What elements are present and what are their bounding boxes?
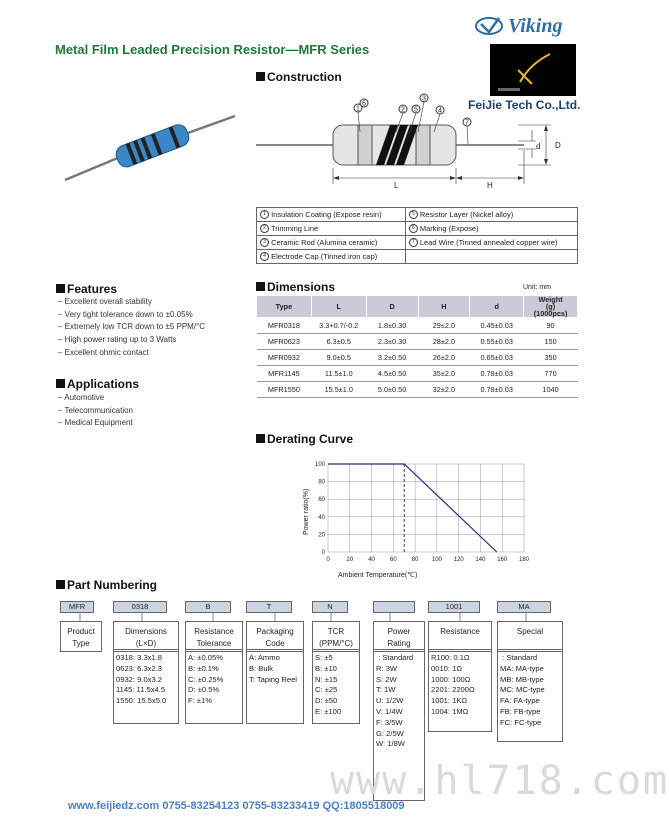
- page-title: Metal Film Leaded Precision Resistor—MFR Series: [55, 42, 370, 57]
- x-tick-label: 100: [431, 557, 442, 563]
- dimensions-cell: 5.0±0.50: [366, 382, 418, 398]
- feature-item: – High power rating up to 3 Watts: [58, 335, 177, 345]
- section-dimensions: Dimensions: [256, 280, 335, 294]
- part-field-header: Product Type: [60, 621, 102, 652]
- feijie-logo-image: [490, 44, 576, 96]
- part-field-options: 0318: 3.3x1.8 0623: 6.3x2.3 0932: 9.0x3.2 1145: 11.5x4.5 1550: 15.5x5.0: [113, 649, 179, 724]
- x-tick-label: 120: [453, 557, 464, 563]
- callout-number: 1: [260, 210, 269, 219]
- construction-cell: [405, 250, 577, 264]
- y-tick-label: 0: [321, 550, 325, 556]
- dimensions-cell: 28±2.0: [418, 334, 470, 350]
- dimensions-cell: 0.65±0.03: [470, 350, 524, 366]
- feature-item: – Excellent ohmic contact: [58, 347, 149, 357]
- part-field-options: A: Ammo B: Bulk T: Taping Reel: [246, 649, 304, 724]
- part-code-box: 1001: [428, 601, 480, 613]
- part-code-box: B: [185, 601, 231, 613]
- dimensions-cell: 35±2.0: [418, 366, 470, 382]
- section-features: Features: [56, 282, 117, 296]
- construction-cell: [257, 208, 406, 222]
- applications-list: [58, 392, 133, 430]
- x-tick-label: 160: [497, 557, 508, 563]
- x-tick-label: 180: [518, 557, 530, 563]
- callout-2: 2: [401, 106, 405, 114]
- section-derating: Derating Curve: [256, 432, 353, 446]
- callout-number: 4: [260, 252, 269, 261]
- callout-7: 7: [465, 119, 469, 127]
- dimensions-row: [257, 318, 578, 334]
- part-field-header: Dimensions (L×D): [113, 621, 179, 652]
- dimensions-cell: 26±2.0: [418, 350, 470, 366]
- dimensions-cell: MFR0932: [257, 350, 312, 366]
- part-code-box: 0318: [113, 601, 167, 613]
- application-item: – Automotive: [58, 393, 105, 402]
- y-tick-label: 60: [318, 497, 325, 504]
- feature-item: – Very tight tolerance down to ±0.05%: [58, 309, 193, 319]
- part-field-header: Resistance: [428, 621, 492, 652]
- callout-number: 5: [409, 210, 418, 219]
- dimensions-cell: 3.2±0.50: [366, 350, 418, 366]
- dimensions-header: H: [418, 296, 470, 318]
- logo-text: Viking: [508, 15, 563, 37]
- construction-text: Trimming Line: [270, 223, 319, 233]
- construction-text: Electrode Cap (Tinned iron cap): [271, 251, 378, 261]
- construction-row: [257, 208, 578, 222]
- callout-3: 3: [422, 95, 426, 103]
- construction-text: Marking (Expose): [419, 223, 479, 233]
- section-construction: Construction: [256, 70, 342, 84]
- dimensions-cell: 350: [524, 350, 578, 366]
- dimensions-cell: 0.55±0.03: [470, 334, 524, 350]
- part-field-header: Special: [497, 621, 563, 652]
- dimensions-cell: MFR1550: [257, 382, 312, 398]
- dimensions-cell: 1.8±0.30: [366, 318, 418, 334]
- derating-line: [328, 464, 497, 552]
- callout-number: 7: [409, 238, 418, 247]
- construction-cell: [257, 222, 406, 236]
- dimensions-header: d: [470, 296, 524, 318]
- part-code-box: T: [246, 601, 292, 613]
- application-item: – Telecommunication: [58, 405, 134, 415]
- feature-item: – Excellent overall stability: [58, 297, 152, 306]
- construction-cell: [405, 222, 577, 236]
- part-field-header: Power Rating: [373, 621, 425, 652]
- construction-text: Ceramic Rod (Alumina ceramic): [271, 237, 378, 247]
- construction-text: Insulation Coating (Expose resin): [271, 209, 382, 219]
- part-code-box: MA: [497, 601, 551, 613]
- x-tick-label: 80: [411, 557, 419, 563]
- y-tick-label: 100: [314, 462, 325, 468]
- dimensions-cell: 4.5±0.50: [366, 366, 418, 382]
- x-tick-label: 40: [368, 557, 375, 563]
- part-field-header: Packaging Code: [246, 621, 304, 652]
- construction-text: Resistor Layer (Nickel alloy): [419, 209, 514, 219]
- part-code-box: MFR: [60, 601, 94, 613]
- callout-number: 2: [260, 224, 269, 233]
- watermark: www.hl718.com: [330, 758, 669, 804]
- y-tick-label: 80: [318, 479, 325, 486]
- y-tick-label: 40: [318, 514, 325, 521]
- dimensions-header: Type: [257, 296, 312, 318]
- dimensions-cell: 150: [524, 334, 578, 350]
- dimensions-cell: 15.5±1.0: [311, 382, 366, 398]
- construction-cell: [405, 208, 577, 222]
- dim-label-L: L: [394, 181, 399, 190]
- dimensions-row: [257, 366, 578, 382]
- features-list: [58, 296, 205, 360]
- part-field-header: Resistance Tolerance: [185, 621, 243, 652]
- dimensions-cell: MFR1145: [257, 366, 312, 382]
- dimensions-row: [257, 350, 578, 366]
- x-axis-label: Ambient Temperature(℃): [338, 572, 418, 579]
- part-field-options: R100: 0.1Ω 0010: 1Ω 1000: 100Ω 2201: 2200Ω 1001: 1KΩ 1004: 1MΩ: [428, 649, 492, 732]
- viking-logo: [475, 12, 590, 40]
- callout-number: 6: [409, 224, 418, 233]
- part-field-options: S: ±5 B: ±10 N: ±15 C: ±25 D: ±50 E: ±100: [312, 649, 360, 724]
- dimensions-cell: 90: [524, 318, 578, 334]
- construction-cell: [257, 236, 406, 250]
- dimensions-header: Weight (g) (1000pcs): [524, 296, 578, 318]
- callout-number: 3: [260, 238, 269, 247]
- x-tick-label: 140: [475, 557, 486, 563]
- y-axis-label: Power ratio(%): [303, 488, 310, 535]
- part-field-options: : Standard R: 3W S: 2W T: 1W U: 1/2W V: 1/4W F: 3/5W G: 2/5W W: 1/8W: [373, 649, 425, 801]
- construction-row: [257, 250, 578, 264]
- dim-label-d: d: [536, 142, 541, 151]
- construction-table: [256, 207, 578, 264]
- dimensions-cell: 1040: [524, 382, 578, 398]
- construction-row: [257, 222, 578, 236]
- company-name: FeiJie Tech Co.,Ltd.: [468, 98, 581, 112]
- dimensions-cell: 0.78±0.03: [470, 382, 524, 398]
- part-field-options: A: ±0.05% B: ±0.1% C: ±0.25% D: ±0.5% F: ±1%: [185, 649, 243, 724]
- callout-4: 4: [438, 107, 442, 115]
- dimensions-cell: 32±2.0: [418, 382, 470, 398]
- derating-chart: [296, 455, 536, 580]
- x-tick-label: 20: [346, 557, 354, 563]
- section-part-numbering: Part Numbering: [56, 578, 157, 592]
- dimensions-cell: 770: [524, 366, 578, 382]
- part-field-header: TCR (PPM/°C): [312, 621, 360, 652]
- x-tick-label: 0: [326, 557, 330, 563]
- dimensions-header: L: [311, 296, 366, 318]
- unit-label: Unit: mm: [523, 284, 551, 291]
- application-item: – Medical Equipment: [58, 418, 133, 428]
- footer-contact: www.feijiedz.com 0755-83254123 0755-83233419 QQ:1805518009: [68, 800, 405, 812]
- dimensions-cell: MFR0318: [257, 318, 312, 334]
- part-code-box: N: [312, 601, 348, 613]
- dimensions-cell: 0.78±0.03: [470, 366, 524, 382]
- dimensions-cell: 6.3±0.5: [311, 334, 366, 350]
- dimensions-cell: 2.3±0.30: [366, 334, 418, 350]
- dimensions-cell: 29±2.0: [418, 318, 470, 334]
- dimensions-row: [257, 382, 578, 398]
- dimensions-cell: 0.45±0.03: [470, 318, 524, 334]
- construction-cell: [257, 250, 406, 264]
- construction-text: Lead Wire (Tinned annealed copper wire): [419, 237, 558, 247]
- dimensions-cell: 11.5±1.0: [311, 366, 366, 382]
- dimensions-cell: 3.3+0.7/-0.2: [311, 318, 366, 334]
- part-code-box: [373, 601, 415, 613]
- feature-item: – Extremely low TCR down to ±5 PPM/°C: [58, 322, 206, 332]
- construction-diagram: [256, 92, 590, 200]
- x-tick-label: 60: [389, 557, 397, 563]
- dimensions-row: [257, 334, 578, 350]
- callout-5: 5: [414, 106, 418, 114]
- construction-row: [257, 236, 578, 250]
- section-applications: Applications: [56, 377, 139, 391]
- dimensions-header: D: [366, 296, 418, 318]
- callout-6: 6: [362, 100, 366, 108]
- dim-label-H: H: [487, 181, 493, 190]
- dimensions-table: [256, 295, 578, 398]
- dimensions-cell: MFR0623: [257, 334, 312, 350]
- construction-cell: [405, 236, 577, 250]
- resistor-photo: [60, 112, 240, 192]
- dimensions-cell: 9.0±0.5: [311, 350, 366, 366]
- y-tick-label: 20: [318, 532, 325, 539]
- callout-1: 1: [356, 105, 360, 113]
- dim-label-D: D: [555, 141, 561, 150]
- part-field-options: : Standard MA: MA-type MB: MB-type MC: MC-type FA: FA-type FB: FB-type FC: FC-type: [497, 649, 563, 742]
